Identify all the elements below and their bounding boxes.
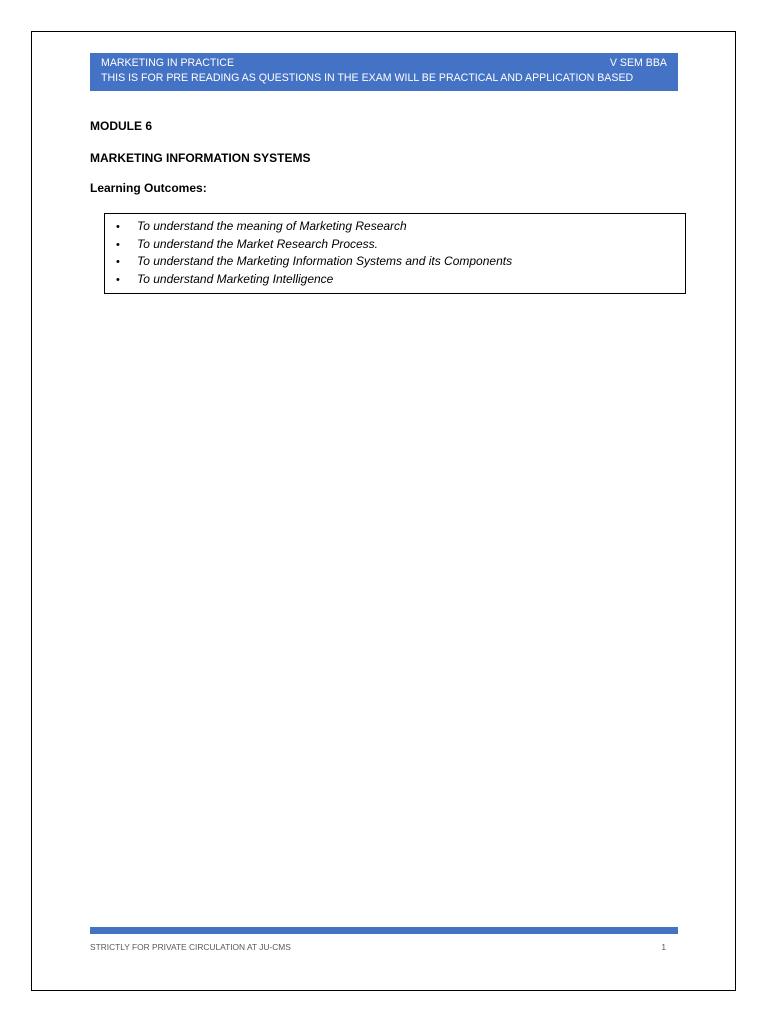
module-heading: MODULE 6	[90, 119, 153, 133]
outcome-text: To understand the meaning of Marketing Research	[137, 219, 407, 233]
page-frame	[31, 31, 736, 991]
bullet-icon: •	[116, 221, 120, 233]
footer	[90, 942, 666, 952]
section-heading: MARKETING INFORMATION SYSTEMS	[90, 151, 311, 165]
list-item	[116, 271, 685, 289]
footer-circulation-note: STRICTLY FOR PRIVATE CIRCULATION AT JU-CMS	[90, 942, 291, 952]
list-item	[116, 218, 685, 236]
semester-label: V SEM BBA	[609, 57, 667, 69]
header-top-row	[101, 56, 667, 71]
page-number: 1	[661, 942, 666, 952]
bullet-icon: •	[116, 238, 120, 251]
footer-bar	[90, 927, 678, 934]
learning-outcomes-box	[104, 213, 686, 294]
bullet-icon: •	[116, 273, 120, 286]
list-item	[116, 253, 685, 271]
header-band	[90, 53, 678, 91]
header-notice: THIS IS FOR PRE READING AS QUESTIONS IN THE EXAM WILL BE PRACTICAL AND APPLICATION BASED	[101, 72, 634, 84]
header-bottom-row	[101, 71, 667, 86]
bullet-icon: •	[116, 256, 120, 268]
outcome-text: To understand the Market Research Process.	[137, 236, 379, 251]
course-title: MARKETING IN PRACTICE	[101, 57, 235, 69]
outcome-text: To understand the Marketing Information Systems and its Components	[137, 254, 513, 268]
learning-outcomes-label: Learning Outcomes:	[90, 181, 207, 195]
outcome-text: To understand Marketing Intelligence	[137, 271, 334, 286]
list-item	[116, 236, 685, 254]
